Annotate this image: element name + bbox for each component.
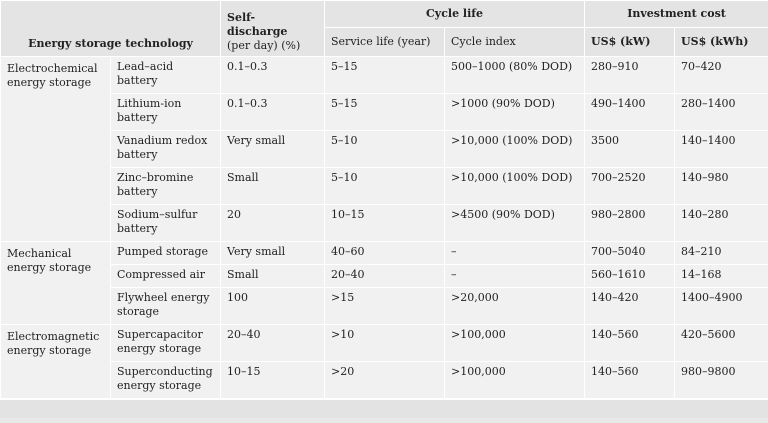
cycle-index-cell: –	[445, 265, 585, 288]
cycle-index-cell: >4500 (90% DOD)	[445, 205, 585, 242]
header-self-discharge-unit: (per day) (%)	[227, 39, 301, 52]
cycle-index-cell: >100,000	[445, 362, 585, 399]
table-body	[1, 57, 768, 399]
table-footer-strip	[0, 399, 768, 418]
usd-kwh-cell: 84–210	[675, 242, 768, 265]
service-life-cell: 40–60	[325, 242, 445, 265]
cycle-index-cell: >20,000	[445, 288, 585, 325]
usd-kw-cell: 140–560	[585, 362, 675, 399]
self-discharge-cell: 20	[221, 205, 325, 242]
usd-kwh-cell: 140–1400	[675, 131, 768, 168]
service-life-cell: >20	[325, 362, 445, 399]
table-header	[1, 1, 768, 57]
header-usd-kwh: US$ (kWh)	[675, 28, 768, 57]
service-life-cell: 5–15	[325, 57, 445, 94]
tech-name-cell: Zinc–bromine battery	[111, 168, 221, 205]
usd-kw-cell: 3500	[585, 131, 675, 168]
self-discharge-cell: 20–40	[221, 325, 325, 362]
header-self-discharge-label: Self- discharge	[227, 11, 288, 38]
usd-kw-cell: 140–420	[585, 288, 675, 325]
usd-kw-cell: 140–560	[585, 325, 675, 362]
usd-kw-cell: 560–1610	[585, 265, 675, 288]
cycle-index-cell: >100,000	[445, 325, 585, 362]
service-life-cell: 5–10	[325, 131, 445, 168]
header-cycle-life: Cycle life	[325, 1, 585, 28]
tech-name-cell: Vanadium redox battery	[111, 131, 221, 168]
table-row	[1, 288, 768, 325]
cycle-index-cell: 500–1000 (80% DOD)	[445, 57, 585, 94]
cycle-index-cell: >1000 (90% DOD)	[445, 94, 585, 131]
cycle-index-cell: >10,000 (100% DOD)	[445, 168, 585, 205]
header-usd-kw: US$ (kW)	[585, 28, 675, 57]
self-discharge-cell: Small	[221, 168, 325, 205]
table-row	[1, 131, 768, 168]
table-row	[1, 205, 768, 242]
table-row	[1, 265, 768, 288]
category-cell: Mechanical energy storage	[1, 242, 111, 325]
usd-kwh-cell: 420–5600	[675, 325, 768, 362]
tech-name-cell: Lithium-ion battery	[111, 94, 221, 131]
tech-name-cell: Supercapacitor energy storage	[111, 325, 221, 362]
usd-kwh-cell: 70–420	[675, 57, 768, 94]
self-discharge-cell: Small	[221, 265, 325, 288]
header-technology: Energy storage technology	[1, 1, 221, 57]
self-discharge-cell: Very small	[221, 131, 325, 168]
usd-kwh-cell: 280–1400	[675, 94, 768, 131]
cycle-index-cell: –	[445, 242, 585, 265]
usd-kw-cell: 700–5040	[585, 242, 675, 265]
service-life-cell: 5–15	[325, 94, 445, 131]
service-life-cell: 20–40	[325, 265, 445, 288]
usd-kwh-cell: 980–9800	[675, 362, 768, 399]
tech-name-cell: Sodium–sulfur battery	[111, 205, 221, 242]
self-discharge-cell: 10–15	[221, 362, 325, 399]
tech-name-cell: Compressed air	[111, 265, 221, 288]
tech-name-cell: Flywheel energy storage	[111, 288, 221, 325]
table-row	[1, 168, 768, 205]
cycle-index-cell: >10,000 (100% DOD)	[445, 131, 585, 168]
tech-name-cell: Lead–acid battery	[111, 57, 221, 94]
usd-kw-cell: 490–1400	[585, 94, 675, 131]
header-cycle-index: Cycle index	[445, 28, 585, 57]
category-cell: Electrochemical energy storage	[1, 57, 111, 242]
usd-kwh-cell: 140–980	[675, 168, 768, 205]
self-discharge-cell: 100	[221, 288, 325, 325]
usd-kwh-cell: 140–280	[675, 205, 768, 242]
usd-kwh-cell: 1400–4900	[675, 288, 768, 325]
tech-name-cell: Pumped storage	[111, 242, 221, 265]
tech-name-cell: Superconducting energy storage	[111, 362, 221, 399]
service-life-cell: 5–10	[325, 168, 445, 205]
table-row	[1, 362, 768, 399]
table-row	[1, 325, 768, 362]
table-row	[1, 57, 768, 94]
table-row	[1, 94, 768, 131]
self-discharge-cell: 0.1–0.3	[221, 57, 325, 94]
header-service-life: Service life (year)	[325, 28, 445, 57]
usd-kwh-cell: 14–168	[675, 265, 768, 288]
service-life-cell: >10	[325, 325, 445, 362]
usd-kw-cell: 980–2800	[585, 205, 675, 242]
self-discharge-cell: 0.1–0.3	[221, 94, 325, 131]
header-self-discharge	[221, 1, 325, 57]
service-life-cell: 10–15	[325, 205, 445, 242]
table-row	[1, 242, 768, 265]
usd-kw-cell: 700–2520	[585, 168, 675, 205]
self-discharge-cell: Very small	[221, 242, 325, 265]
service-life-cell: >15	[325, 288, 445, 325]
header-investment-cost: Investment cost	[585, 1, 768, 28]
usd-kw-cell: 280–910	[585, 57, 675, 94]
category-cell: Electromagnetic energy storage	[1, 325, 111, 399]
